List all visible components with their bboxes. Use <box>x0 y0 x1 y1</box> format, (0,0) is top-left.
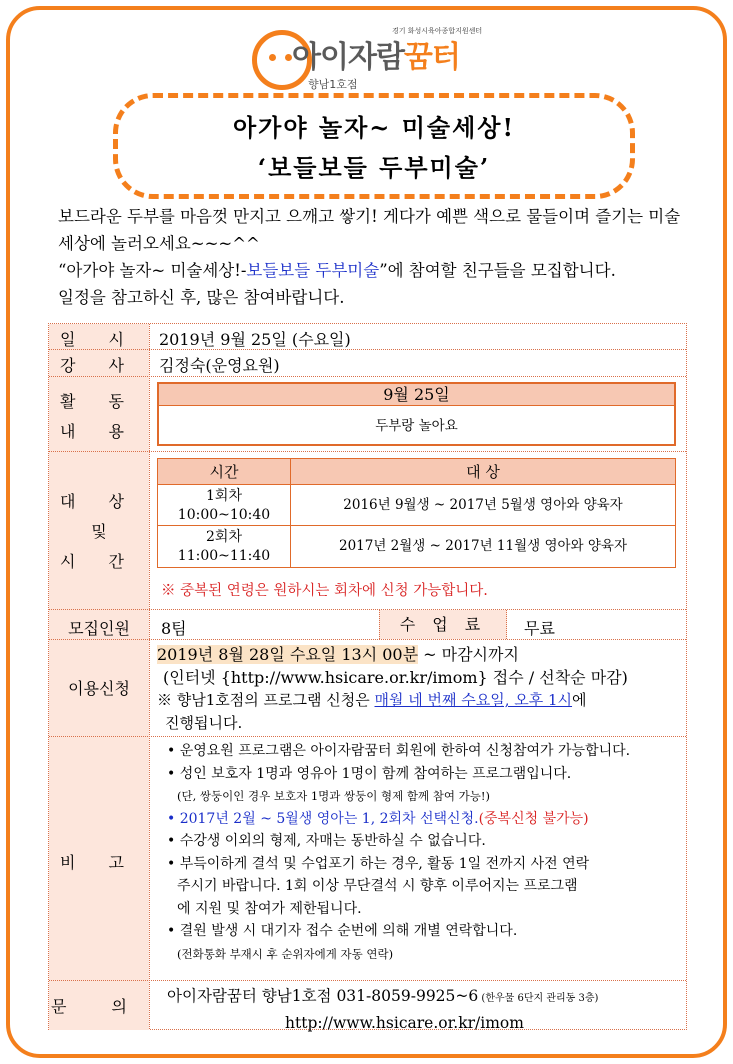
session-target-cell: 2017년 2월생 ~ 2017년 11월생 영아와 양육자 <box>338 538 628 554</box>
label-column-bg <box>49 736 149 1030</box>
activity-label: 내 용 <box>60 422 138 441</box>
recruit-value: 8팀 <box>161 619 187 638</box>
target-label: 및 <box>91 522 107 541</box>
apply-method: (인터넷 {http://www.hsicare.or.kr/imom} 접수 / 선착순 마감) <box>163 668 628 687</box>
logo-branch: 향남1호점 <box>308 78 358 91</box>
logo-tagline: 경기 화성시육아종합지원센터 <box>392 27 483 35</box>
apply-details: 2019년 8월 28일 수요일 13시 00분 ~ 마감시까지 (인터넷 {http://www.hsicare.or.kr/imom} 접수 / 선착순 마감) ※ 향남1호점의 프로그램 신청은 매월 네 번째 수요일, 오후 1시에 진행됩니다. <box>157 643 677 735</box>
contact-label: 문 의 <box>51 997 147 1016</box>
remark-item: • 성인 보호자 1명과 영유아 1명이 함께 참여하는 프로그램입니다. <box>167 765 572 782</box>
info-table <box>48 323 687 1030</box>
remarks-label: 비 고 <box>60 853 138 872</box>
remark-item: • 결원 발생 시 대기자 접수 순번에 의해 개별 연락합니다. <box>167 923 518 939</box>
intro-text <box>58 203 688 311</box>
session-time-cell: 1회차 10:00~10:40 <box>158 485 291 526</box>
remark-sub: (전화통화 부재시 후 순위자에게 자동 연락) <box>177 946 394 961</box>
apply-label: 이용신청 <box>68 679 130 698</box>
activity-label: 활 동 <box>60 392 138 411</box>
activity-date-header: 9월 25일 <box>159 384 674 406</box>
contact-url[interactable]: http://www.hsicare.or.kr/imom <box>285 1014 524 1032</box>
target-label: 시 간 <box>60 552 138 571</box>
apply-schedule-link: 매월 네 번째 수요일, 오후 1시 <box>374 691 573 709</box>
logo <box>252 26 492 92</box>
fee-label: 수 업 료 <box>379 610 507 639</box>
session-note: ※ 중복된 연령은 원하시는 회차에 신청 가능합니다. <box>161 583 488 599</box>
session-time-header: 시간 <box>158 459 291 485</box>
remarks-list: • 운영요원 프로그램은 아이자람꿈터 회원에 한하여 신청참여가 가능합니다. • 성인 보호자 1명과 영유아 1명이 함께 참여하는 프로그램입니다. (단, 쌍둥이인 경우 보호자 1명과 쌍둥이 형제 함께 참여 가능!) • 2017년 2월 ~ 5월생 영아는 1, 2회차 선택신청.(중복신청 불가능) • 수강생 이외의 형제, 자매는 동반하실 수 없습니다. • 부득이하게 결석 및 수업포기 하는 경우, 활동 1일 전까지 사전 연락 주시기 바랍니다. 1회 이상 무단결석 시 향후 이루어지는 프로그램 에 지원 및 참여가 제한됩니다. • 결원 발생 시 대기자 접수 순번에 의해 개별 연락합니다. (전화통화 부재시 후 순위자에게 자동 연락) <box>167 740 677 965</box>
remark-item: • 수강생 이외의 형제, 자매는 동반하실 수 없습니다. <box>167 833 486 849</box>
logo-eye-icon <box>269 54 276 61</box>
title-box <box>113 93 635 199</box>
title-line1: 아가야 놀자~ 미술세상! <box>232 113 515 142</box>
contact-info: 아이자람꿈터 향남1호점 031-8059-9925~6 (한우물 6단지 관리동 3층) http://www.hsicare.or.kr/imom <box>167 984 682 1036</box>
target-label: 대 상 <box>60 492 138 511</box>
intro-paragraph: 일정을 참고하신 후, 많은 참여바랍니다. <box>58 288 345 307</box>
teacher-value: 김정숙(운영요원) <box>159 356 280 375</box>
intro-paragraph: 보드라운 두부를 마음껏 만지고 으깨고 쌓기! 게다가 예쁜 색으로 물들이며 즐기는 미술세상에 놀러오세요~~~^^ <box>58 207 681 253</box>
teacher-label: 강 사 <box>60 356 138 375</box>
session-time-cell: 2회차 11:00~11:40 <box>158 526 291 567</box>
session-table <box>157 458 676 568</box>
date-value: 2019년 9월 25일 (수요일) <box>159 330 351 349</box>
title-line2: ‘보들보들 두부미술’ <box>257 153 491 182</box>
activity-box <box>157 382 676 446</box>
apply-deadline: 2019년 8월 28일 수요일 13시 00분 <box>157 645 419 664</box>
intro-paragraph: “아가야 놀자~ 미술세상!-보들보들 두부미술”에 참여할 친구들을 모집합니다. <box>58 261 616 280</box>
fee-value: 무료 <box>524 619 555 638</box>
remark-sub: (단, 쌍둥이인 경우 보호자 1명과 쌍둥이 형제 함께 참여 가능!) <box>177 789 490 803</box>
date-label: 일 시 <box>60 330 138 349</box>
remark-item: • 2017년 2월 ~ 5월생 영아는 1, 2회차 선택신청.(중복신청 불가능) <box>167 810 589 827</box>
session-target-cell: 2016년 9월생 ~ 2017년 5월생 영아와 양육자 <box>291 485 675 526</box>
logo-brand: 아이자람꿈터 <box>292 40 460 75</box>
remark-item: • 운영요원 프로그램은 아이자람꿈터 회원에 한하여 신청참여가 가능합니다. <box>167 743 631 759</box>
remark-item: • 부득이하게 결석 및 수업포기 하는 경우, 활동 1일 전까지 사전 연락 <box>167 855 590 872</box>
activity-content: 두부랑 놀아요 <box>375 418 458 434</box>
session-target-header: 대 상 <box>291 459 675 485</box>
recruit-label: 모집인원 <box>68 619 130 638</box>
contact-phone: 아이자람꿈터 향남1호점 031-8059-9925~6 <box>167 987 479 1005</box>
logo-eye-icon <box>285 54 292 61</box>
